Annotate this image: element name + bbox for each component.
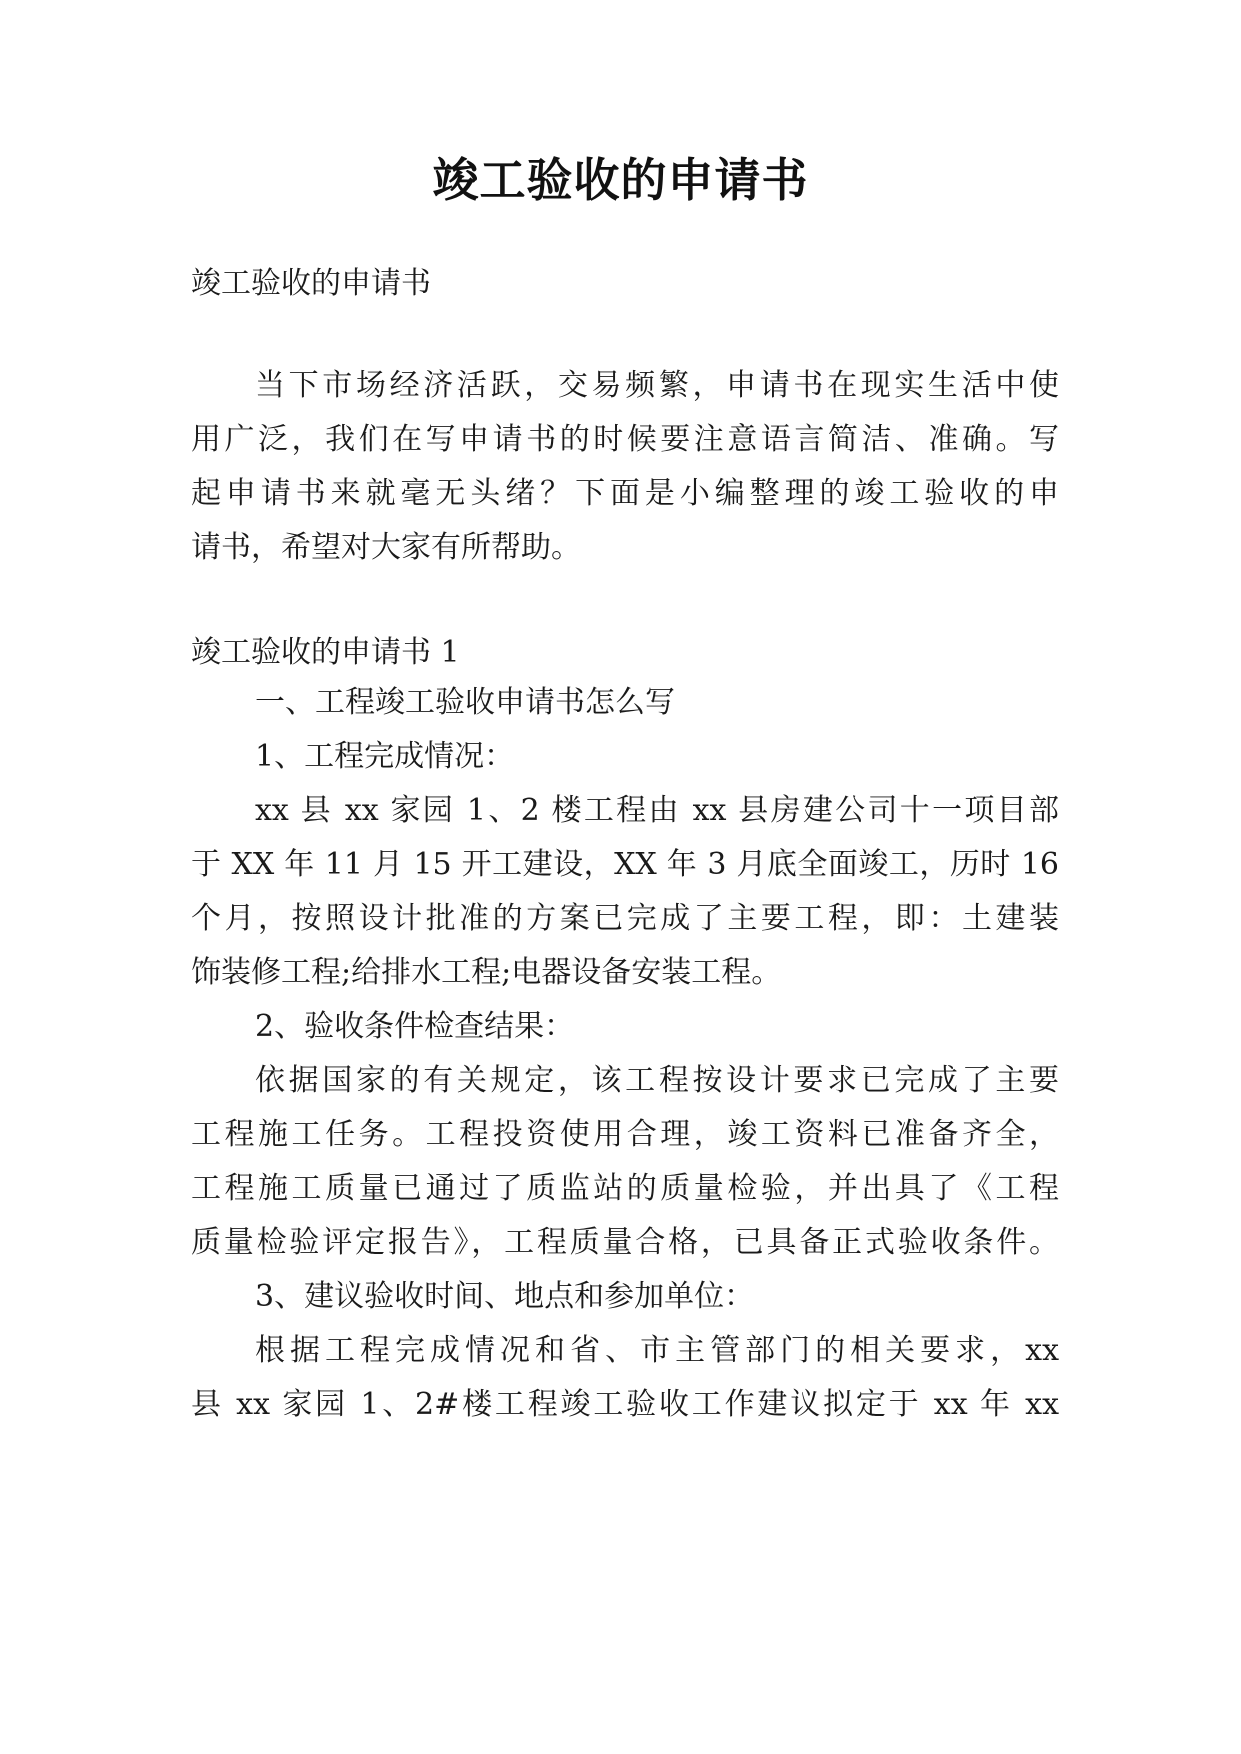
paragraph-line: 根据工程完成情况和省、市主管部门的相关要求，xx: [255, 1333, 1059, 1368]
paragraph-line: 工程施工质量已通过了质监站的质量检验，并出具了《工程: [191, 1171, 1059, 1206]
section-title: 竣工验收的申请书 1: [191, 635, 460, 670]
paragraph-line: 质量检验评定报告》，工程质量合格，已具备正式验收条件。: [191, 1225, 1059, 1260]
paragraph-line: 饰装修工程;给排水工程;电器设备安装工程。: [191, 955, 782, 990]
paragraph-line: 于 XX 年 11 月 15 开工建设，XX 年 3 月底全面竣工，历时 16: [191, 847, 1059, 882]
paragraph-line: 县 xx 家园 1、2#楼工程竣工验收工作建议拟定于 xx 年 xx: [191, 1387, 1059, 1422]
section-heading: 一、工程竣工验收申请书怎么写: [255, 685, 675, 720]
item-label: 2、验收条件检查结果：: [255, 1009, 575, 1044]
document-title: 竣工验收的申请书: [432, 153, 809, 207]
paragraph-line: xx 县 xx 家园 1、2 楼工程由 xx 县房建公司十一项目部: [255, 793, 1059, 828]
intro-line: 请书，希望对大家有所帮助。: [191, 530, 581, 565]
intro-line: 用广泛，我们在写申请书的时候要注意语言简洁、准确。写: [191, 422, 1059, 457]
paragraph-line: 工程施工任务。工程投资使用合理，竣工资料已准备齐全，: [191, 1117, 1059, 1152]
paragraph-line: 依据国家的有关规定，该工程按设计要求已完成了主要: [255, 1063, 1059, 1098]
item-label: 3、建议验收时间、地点和参加单位：: [255, 1279, 755, 1314]
item-label: 1、工程完成情况：: [255, 739, 515, 774]
paragraph-line: 个月，按照设计批准的方案已完成了主要工程，即：土建装: [191, 901, 1059, 936]
intro-line: 当下市场经济活跃，交易频繁，申请书在现实生活中使: [255, 368, 1059, 403]
intro-line: 起申请书来就毫无头绪？下面是小编整理的竣工验收的申: [191, 476, 1059, 511]
document-subtitle: 竣工验收的申请书: [191, 266, 431, 301]
